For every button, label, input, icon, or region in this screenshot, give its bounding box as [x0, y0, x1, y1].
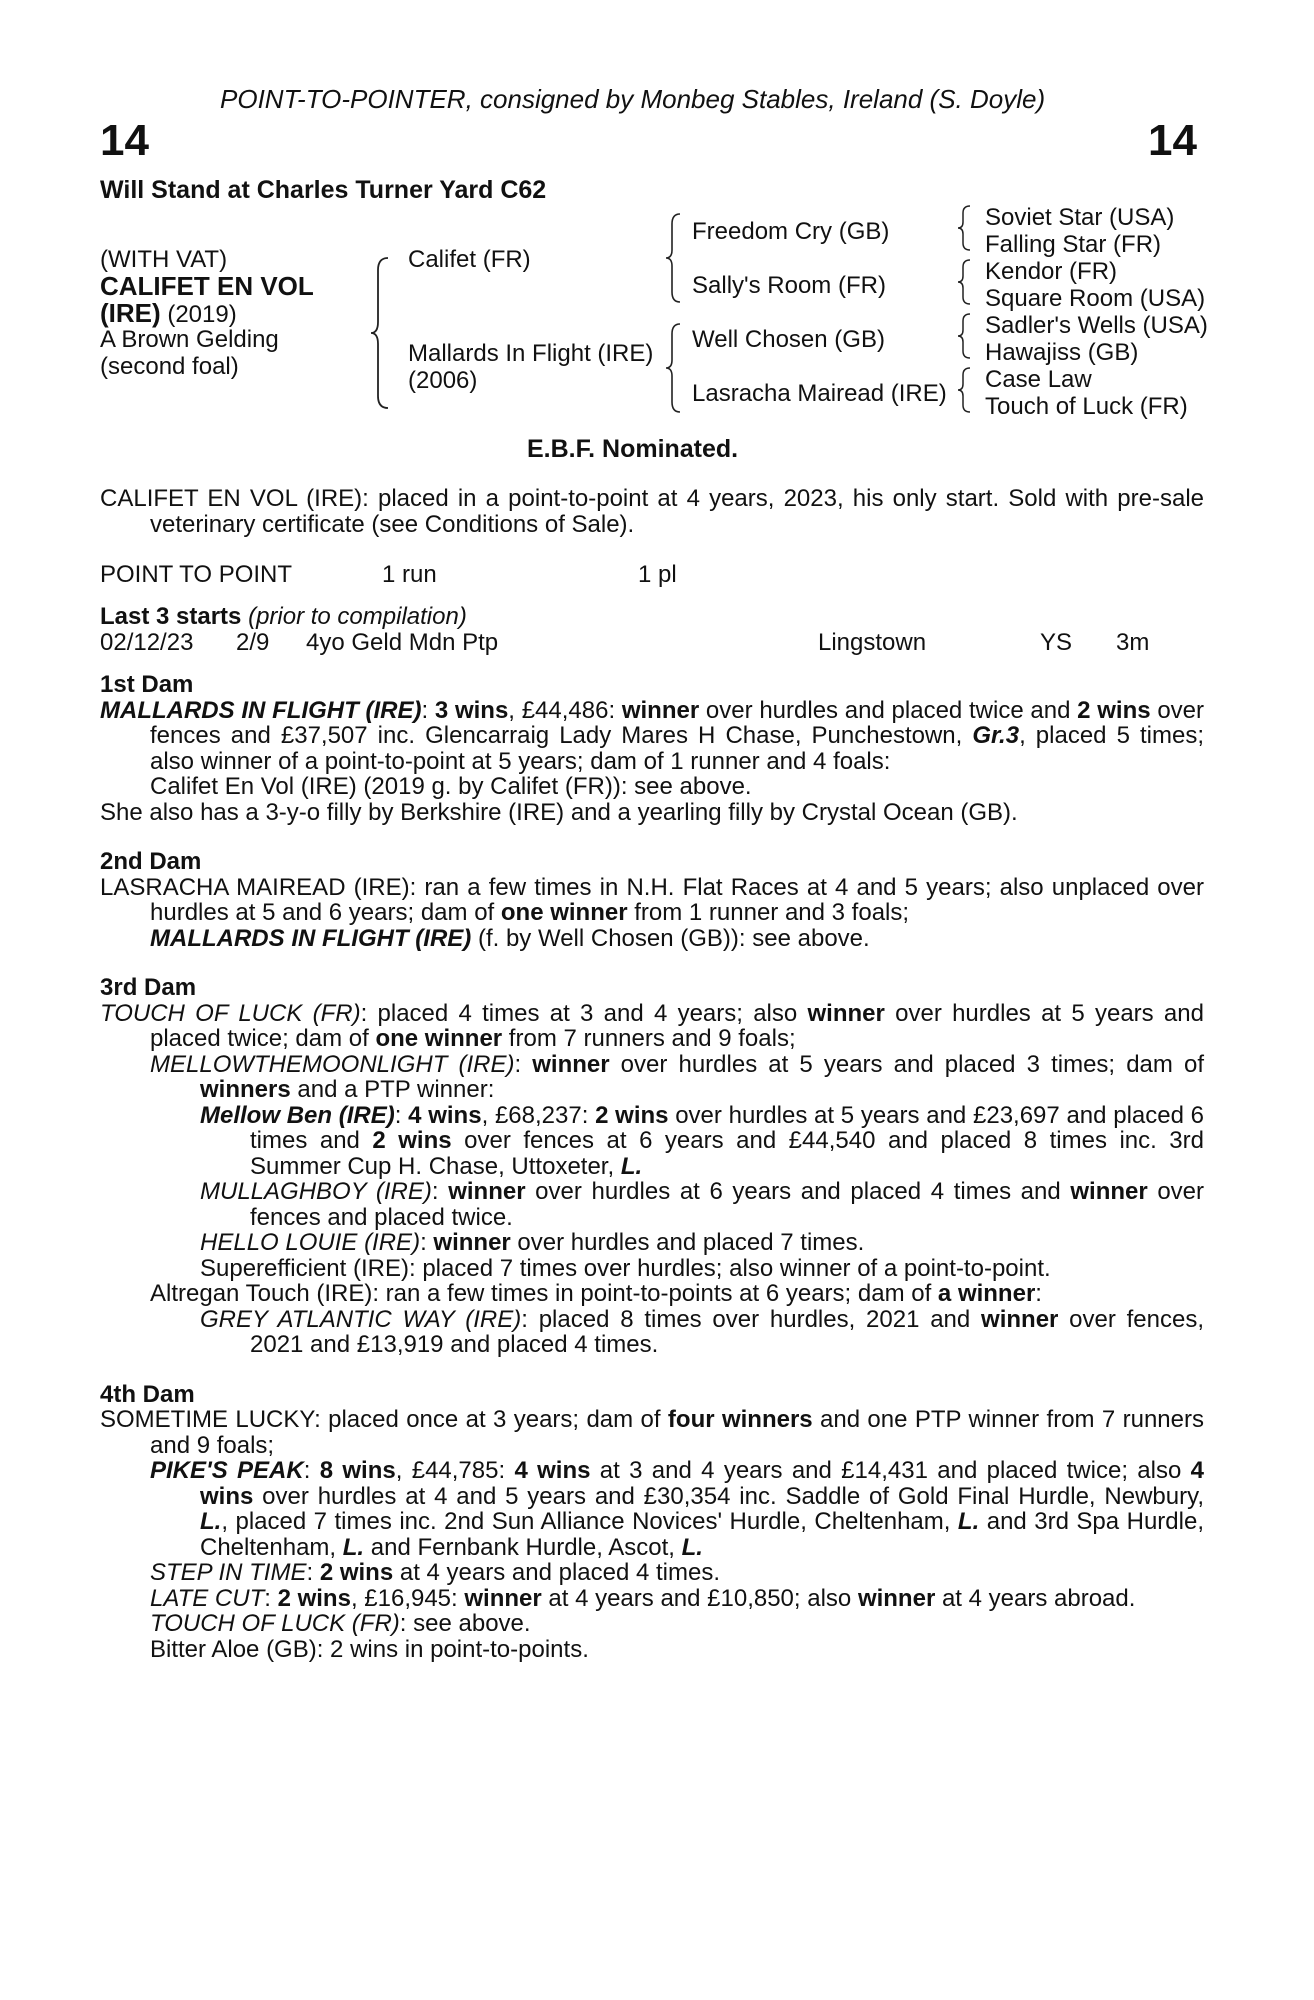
race-summary	[100, 486, 1204, 537]
dam-pedigree-text	[100, 672, 1204, 1662]
dd-brace	[956, 366, 974, 414]
sire-sire: Freedom Cry (GB)	[692, 218, 890, 245]
second-dam-winner: MALLARDS IN FLIGHT (IRE) (f. by Well Chosen (GB)): see above.	[150, 924, 870, 952]
first-dam-foal: Califet En Vol (IRE) (2019 g. by Califet (FR)): see above.	[150, 773, 752, 800]
ds-brace	[956, 312, 974, 360]
stand-location: Will Stand at Charles Turner Yard C62	[100, 176, 547, 204]
ebf-nominated: E.B.F. Nominated.	[527, 435, 739, 463]
horse-description: A Brown Gelding	[100, 326, 279, 353]
produce-altregan-touch: Altregan Touch (IRE): ran a few times in point-to-points at 6 years; dam of a winner:	[150, 1280, 1042, 1307]
produce-grey-atlantic-way: GREY ATLANTIC WAY (IRE): placed 8 times over hurdles, 2021 and winner over fences, 2021 and £13,919 and placed 4 times.	[200, 1305, 1204, 1358]
horse-name: CALIFET EN VOL	[100, 271, 314, 301]
horse-name-line2	[100, 300, 237, 327]
produce-superefficient: Superefficient (IRE): placed 7 times over hurdles; also winner of a point-to-point.	[200, 1254, 1051, 1282]
summary-text: CALIFET EN VOL (IRE): placed in a point-to-point at 4 years, 2023, his only start. Sold with pre-sale veterinary certificate (see Conditions of Sale).	[100, 485, 1204, 538]
ss-brace	[956, 204, 974, 252]
dam-sire: Well Chosen (GB)	[692, 326, 885, 353]
last-starts-note: (prior to compilation)	[241, 603, 467, 630]
ptp-placed: 1 pl	[638, 561, 677, 588]
start-position: 2/9	[236, 629, 270, 656]
lot-number-right: 14	[1148, 116, 1197, 165]
third-dam-record: TOUCH OF LUCK (FR): placed 4 times at 3 and 4 years; also winner over hurdles at 5 years and placed twice; dam of one winner from 7 runners and 9 foals;	[100, 999, 1204, 1052]
ds-sire: Sadler's Wells (USA)	[985, 312, 1208, 339]
dd-sire: Case Law	[985, 366, 1092, 393]
fourth-dam-record: SOMETIME LUCKY: placed once at 3 years; dam of four winners and one PTP winner from 7 runners and 9 foals;	[100, 1406, 1204, 1459]
horse-country: (IRE)	[100, 298, 161, 328]
start-course: Lingstown	[818, 629, 927, 656]
produce-late-cut: LATE CUT: 2 wins, £16,945: winner at 4 years and £10,850; also winner at 4 years abroad.	[150, 1584, 1136, 1612]
start-going: YS	[1040, 629, 1073, 656]
dd-dam: Touch of Luck (FR)	[985, 393, 1188, 420]
sd-sire: Kendor (FR)	[985, 258, 1118, 285]
lot-number-left: 14	[100, 116, 149, 165]
last-starts-title: Last 3 starts	[100, 603, 242, 630]
ds-dam: Hawajiss (GB)	[985, 339, 1139, 366]
consignor-title: POINT-TO-POINTER, consigned by Monbeg Stables, Ireland (S. Doyle)	[220, 84, 1046, 114]
dam-year: (2006)	[408, 367, 478, 394]
vat-note: (WITH VAT)	[100, 246, 228, 273]
sire-brace	[664, 212, 684, 304]
second-dam-record: LASRACHA MAIREAD (IRE): ran a few times in N.H. Flat Races at 4 and 5 years; also unplaced over hurdles at 5 and 6 years; dam of one winner from 1 runner and 3 foals;	[100, 873, 1204, 926]
sd-dam: Square Room (USA)	[985, 285, 1206, 312]
first-dam-heading: 1st Dam	[100, 671, 194, 698]
produce-hello-louie: HELLO LOUIE (IRE): winner over hurdles and placed 7 times.	[200, 1229, 865, 1256]
ss-sire: Soviet Star (USA)	[985, 204, 1175, 231]
pedigree-brace	[368, 256, 392, 410]
produce-step-in-time: STEP IN TIME: 2 wins at 4 years and placed 4 times.	[150, 1559, 721, 1586]
produce-touch-of-luck: TOUCH OF LUCK (FR): see above.	[150, 1610, 531, 1637]
start-race: 4yo Geld Mdn Ptp	[306, 629, 499, 656]
horse-year: (2019)	[160, 301, 237, 328]
first-dam-name: MALLARDS IN FLIGHT (IRE)	[100, 696, 422, 724]
produce-mullaghboy: MULLAGHBOY (IRE): winner over hurdles at 6 years and placed 4 times and winner over fences and placed twice.	[200, 1178, 1205, 1231]
produce-pikes-peak: PIKE'S PEAK: 8 wins, £44,785: 4 wins at 3 and 4 years and £14,431 and placed twice; also 4 wins over hurdles at 4 and 5 years and £30,354 inc. Saddle of Gold Final Hurdle, Newbury, L., placed 7 times inc. 2nd Sun Alliance Novices' Hurdle, Cheltenham, L. and 3rd Spa Hurdle, Cheltenham, L. and Fernbank Hurdle, Ascot, L.	[150, 1457, 1205, 1561]
first-dam-record: MALLARDS IN FLIGHT (IRE): 3 wins, £44,486: winner over hurdles and placed twice and 2 wins over fences and £37,507 inc. Glencarraig Lady Mares H Chase, Punchestown, Gr.3, placed 5 times; also winner of a point-to-point at 5 years; dam of 1 runner and 4 foals:	[100, 696, 1205, 775]
dam-brace	[664, 322, 684, 414]
sire-dam: Sally's Room (FR)	[692, 272, 886, 299]
fourth-dam-heading: 4th Dam	[100, 1380, 195, 1408]
last-starts-heading	[100, 604, 467, 629]
sd-brace	[956, 258, 974, 306]
ss-dam: Falling Star (FR)	[985, 231, 1162, 258]
second-dam-heading: 2nd Dam	[100, 848, 202, 875]
produce-bitter-aloe: Bitter Aloe (GB): 2 wins in point-to-points.	[150, 1635, 589, 1663]
produce-mellowthemoonlight: MELLOWTHEMOONLIGHT (IRE): winner over hurdles at 5 years and placed 3 times; dam of winners and a PTP winner:	[150, 1050, 1205, 1103]
sire: Califet (FR)	[408, 246, 531, 273]
third-dam-heading: 3rd Dam	[100, 974, 197, 1001]
ptp-label: POINT TO POINT	[100, 561, 293, 588]
produce-mellow-ben: Mellow Ben (IRE): 4 wins, £68,237: 2 wins over hurdles at 5 years and £23,697 and placed 6 times and 2 wins over fences at 6 years and £44,540 and placed 8 times inc. 3rd Summer Cup H. Chase, Uttoxeter, L.	[200, 1101, 1205, 1180]
dam: Mallards In Flight (IRE)	[408, 340, 654, 367]
start-date: 02/12/23	[100, 629, 194, 656]
start-distance: 3m	[1116, 629, 1150, 656]
foal-number: (second foal)	[100, 353, 239, 380]
dam-dam: Lasracha Mairead (IRE)	[692, 380, 947, 407]
first-dam-young-stock: She also has a 3-y-o filly by Berkshire (IRE) and a yearling filly by Crystal Ocean (GB).	[100, 798, 1018, 826]
ptp-runs: 1 run	[382, 561, 437, 588]
